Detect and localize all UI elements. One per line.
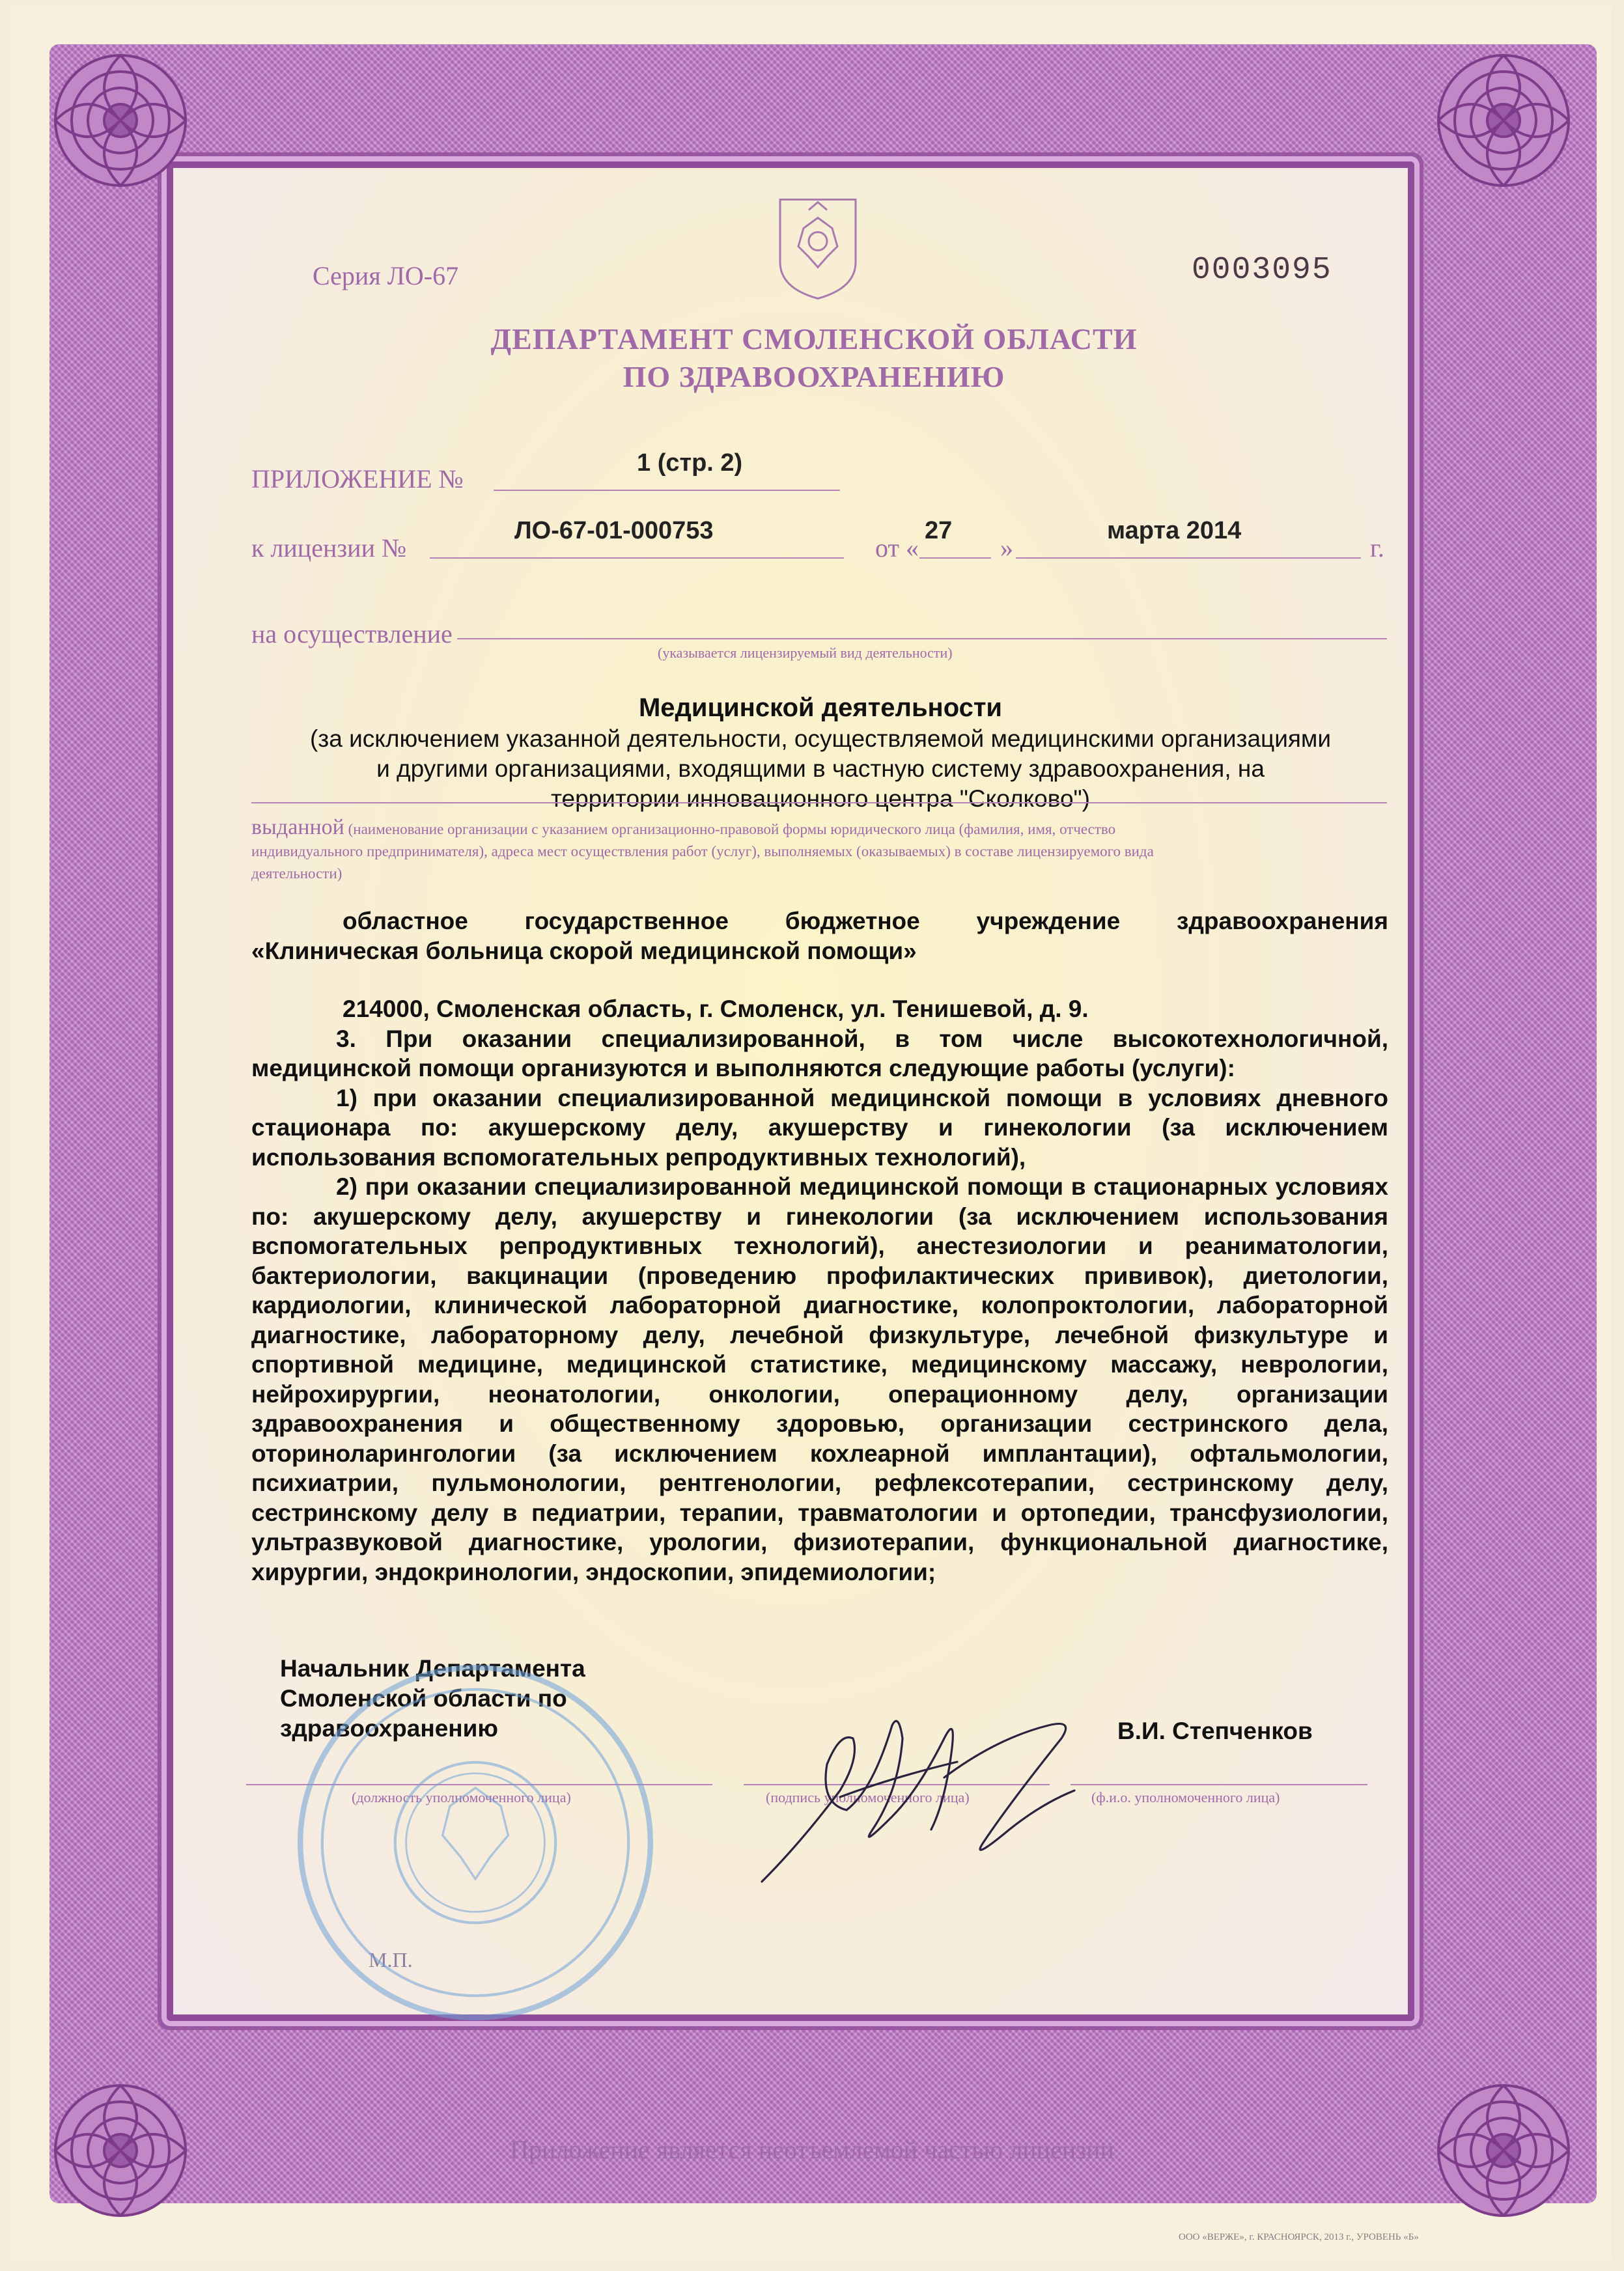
- issued-hint: деятельности): [251, 865, 343, 882]
- activity-description: [241, 691, 1400, 814]
- department-title: [365, 320, 1263, 396]
- appendix-label: ПРИЛОЖЕНИЕ №: [251, 464, 464, 494]
- department-title-line: ДЕПАРТАМЕНТ СМОЛЕНСКОЙ ОБЛАСТИ: [490, 322, 1138, 355]
- paragraph-3: 3. При оказании специализированной, в том числе высокотехнологичной, медицинской помощи организуются и выполняются следующие работы (услуги):: [251, 1025, 1388, 1081]
- date-quote-close: »: [1000, 533, 1013, 563]
- main-text: [251, 906, 1388, 1587]
- department-title-line: ПО ЗДРАВООХРАНЕНИЮ: [623, 360, 1005, 393]
- position-line: здравоохранению: [280, 1715, 498, 1742]
- footer-note: Приложение является неотъемлемой частью лицензии: [510, 2135, 1114, 2164]
- license-number: ЛО-67-01-000753: [514, 517, 714, 544]
- issued-hint: (наименование организации с указанием организационно-правовой формы юридического лица (фамилия, имя, отчество: [348, 821, 1116, 837]
- signature-hint: (подпись уполномоченного лица): [766, 1789, 970, 1805]
- month-underline: [1016, 557, 1361, 559]
- activity-title: Медицинской деятельности: [638, 693, 1003, 722]
- activity-hint: (указывается лицензируемый вид деятельности): [658, 645, 953, 661]
- license-month-year: марта 2014: [1107, 517, 1242, 544]
- issued-hint: индивидуального предпринимателя), адреса мест осуществления работ (услуг), выполняемых (оказываемых) в составе лицензируемого вида: [251, 843, 1154, 859]
- date-from-label: от «: [875, 533, 919, 563]
- position-line: Начальник Департамента: [280, 1655, 585, 1682]
- appendix-number: 1 (стр. 2): [637, 449, 743, 477]
- name-hint: (ф.и.о. уполномоченного лица): [1091, 1789, 1280, 1805]
- paragraph-3-2: 2) при оказании специализированной медицинской помощи в стационарных условиях по: акушерскому делу, акушерству и гинекологии (за исключением использования вспомогательных репродуктивных технологий), анестезиологии и реаниматологии, бактериологии, вакцинации (проведению профилактических прививок), диетологии, кардиологии, клинической лабораторной диагностике, колопроктологии, лабораторной диагностике, лабораторному делу, лечебной физкультуре, лечебной физкультуре и спортивной медицине, медицинской статистике, медицинскому массажу, неврологии, нейрохирургии, неонатологии, онкологии, операционному делу, организации здравоохранения и общественному здоровью, организации сестринского дела, оториноларингологии (за исключением кохлеарной имплантации), офтальмологии, психиатрии, пульмонологии, рентгенологии, рефлексотерапии, сестринскому делу, сестринскому делу в педиатрии, терапии, травматологии и ортопедии, трансфузиологии, ультразвуковой диагностике, урологии, физиотерапии, функциональной диагностике, хирургии, эндокринологии, эндоскопии, эпидемиологии;: [251, 1173, 1388, 1585]
- day-underline: [919, 557, 991, 559]
- stamp-place-label: М.П.: [369, 1948, 413, 1971]
- name-underline: [1071, 1784, 1367, 1785]
- signatory-name: В.И. Степченков: [1117, 1718, 1313, 1744]
- signature: [749, 1686, 1113, 1901]
- position-hint: (должность уполномоченного лица): [352, 1789, 571, 1805]
- activity-subline: территории инновационного центра "Сколково"): [550, 785, 1091, 812]
- appendix-underline: [494, 490, 840, 491]
- form-number: 0003095: [1192, 253, 1332, 288]
- coat-of-arms-icon: [775, 194, 861, 301]
- stamp-seal: [293, 1660, 658, 2025]
- activity-subline: и другими организациями, входящими в частную систему здравоохранения, на: [376, 755, 1265, 782]
- paragraph-3-1: 1) при оказании специализированной медицинской помощи в условиях дневного стационара по: акушерскому делу, акушерству и гинекологии (за исключением использования вспомогательных репродуктивных технологий),: [251, 1084, 1388, 1171]
- activity-label: на осуществление: [251, 619, 453, 648]
- issued-block: [251, 816, 1391, 885]
- spacer: [251, 966, 1388, 994]
- activity-underline: [457, 638, 1387, 639]
- license-day: 27: [925, 517, 953, 544]
- address: 214000, Смоленская область, г. Смоленск, ул. Тенишевой, д. 9.: [343, 996, 1089, 1022]
- license-label: к лицензии №: [251, 533, 407, 563]
- year-suffix: г.: [1370, 533, 1384, 563]
- organization-line: областное государственное бюджетное учреждение здравоохранения: [343, 908, 1388, 934]
- issued-word: выданной: [251, 815, 344, 839]
- activity-underline-2: [251, 802, 1387, 803]
- printer-imprint: ООО «ВЕРЖЕ», г. КРАСНОЯРСК, 2013 г., УРОВЕНЬ «Б»: [1179, 2232, 1419, 2242]
- series-label: Серия ЛО-67: [313, 261, 459, 290]
- license-underline: [430, 557, 844, 559]
- position-line: Смоленской области по: [280, 1685, 567, 1712]
- activity-subline: (за исключением указанной деятельности, осуществляемой медицинскими организациями: [309, 725, 1332, 752]
- organization-name: «Клиническая больница скорой медицинской помощи»: [251, 937, 917, 964]
